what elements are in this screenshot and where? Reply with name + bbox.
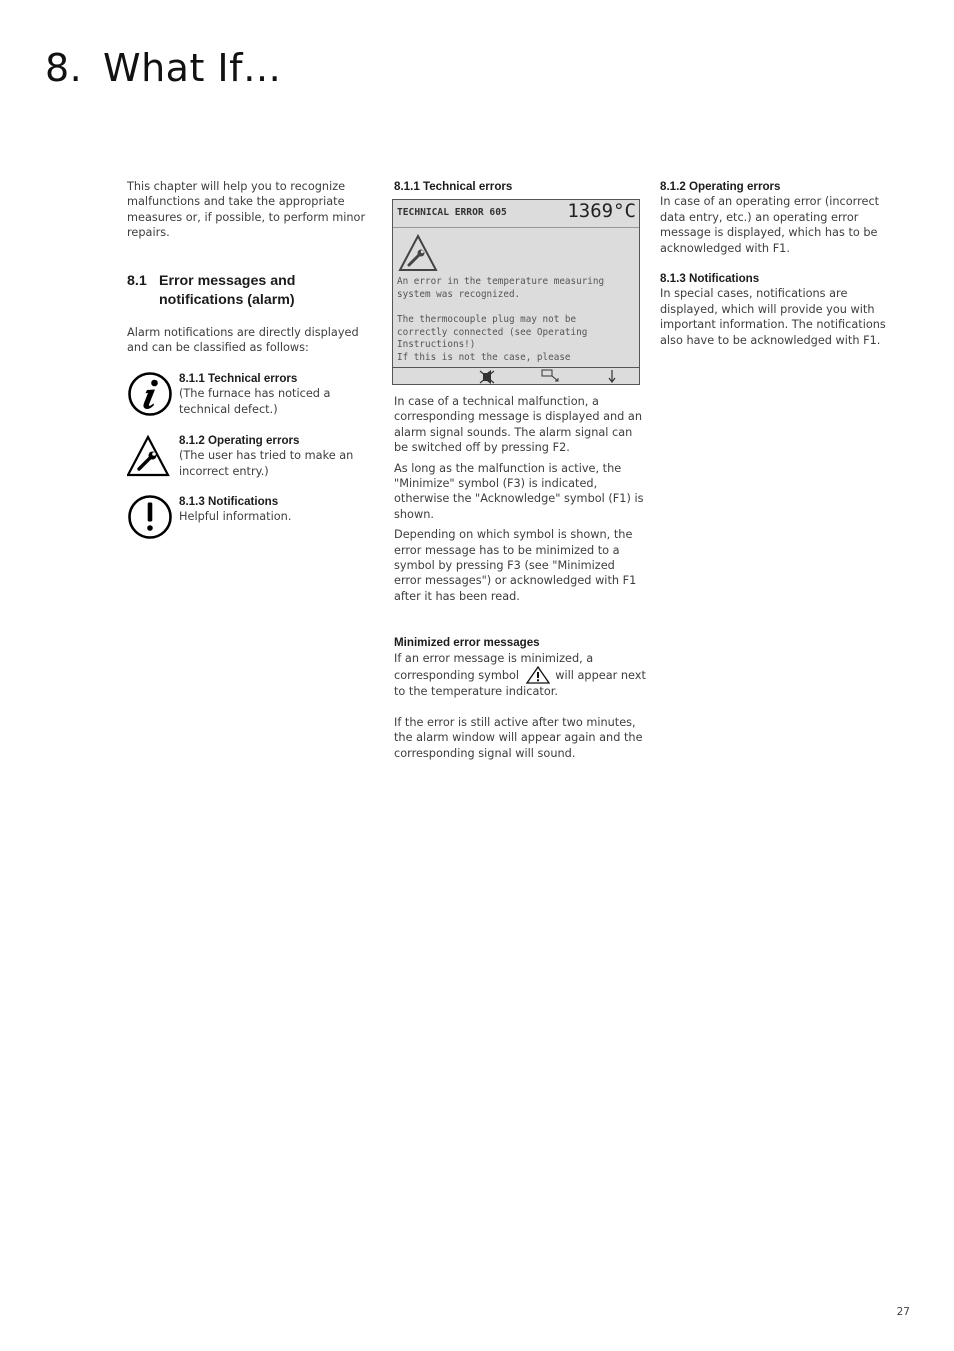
notifications-text: In special cases, notifications are displayed, which will provide you with important information. The notifications also have to be acknowledged with F1. [660,287,886,347]
screen-message-line: An error in the temperature measuring [397,276,605,287]
section-intro: Alarm notifications are directly displayed and can be classified as follows: [127,326,359,355]
category-operating-text [179,433,374,479]
warning-wrench-icon [127,433,173,479]
category-notifications-title: 8.1.3 Notifications [179,495,279,508]
category-notifications-text [179,494,374,525]
section-number: 8.1 [127,273,147,289]
technical-paragraph-2: As long as the malfunction is active, the "Minimize" symbol (F3) is indicated, otherwise the "Acknowledge" symbol (F1) is shown. [394,461,644,521]
exclamation-icon [127,494,173,540]
operating-errors-block [660,179,908,256]
minimized-text [394,651,644,761]
category-technical-title: 8.1.1 Technical errors [179,372,298,385]
category-technical-desc: (The furnace has noticed a technical defect.) [179,387,331,416]
section-heading [127,272,387,310]
screen-message-line: correctly connected (see Operating [397,327,588,338]
section-title-line1: Error messages and [159,273,296,289]
screen-message-line: Instructions!) [397,339,476,350]
screen-message-line: The thermocouple plug may not be [397,314,577,325]
minimize-icon [541,368,561,385]
notifications-block [660,271,908,348]
technical-errors-heading: 8.1.1 Technical errors [394,180,513,193]
operating-errors-text: In case of an operating error (incorrect data entry, etc.) an operating error message is displayed, which has to be acknowledged with F1. [660,195,880,255]
operating-errors-heading: 8.1.2 Operating errors [660,180,781,193]
technical-paragraph-1: In case of a technical malfunction, a corresponding message is displayed and an alarm signal sounds. The alarm signal can be switched off by pressing F2. [394,395,643,455]
category-technical-text [179,371,374,417]
notifications-heading: 8.1.3 Notifications [660,272,760,285]
screen-divider [393,227,639,228]
screen-header [393,200,639,227]
screen-temperature: 1369°C [567,200,636,222]
screen-warning-icon [398,233,440,277]
arrow-down-icon [607,368,617,385]
error-screen-photo [392,199,640,385]
chapter-title-text: What If… [103,46,282,90]
technical-errors-text [394,394,644,604]
category-notifications-desc: Helpful information. [179,510,292,524]
minimized-warning-icon [526,666,550,684]
chapter-title [45,46,282,90]
screen-message-line: If this is not the case, please [397,352,571,363]
page-number: 27 [896,1306,910,1318]
minimized-heading: Minimized error messages [394,636,540,649]
minimized-paragraph-2: If the error is still active after two minutes, the alarm window will appear again and the corresponding signal will sound. [394,715,643,760]
info-icon [127,371,173,417]
minimized-text-line3: to the temperature indicator. [394,685,558,699]
technical-paragraph-3: Depending on which symbol is shown, the error message has to be minimized to a symbol by pressing F3 (see "Minimized error messages") or acknowledged with F1 after it has been read. [394,528,637,603]
screen-error-label: TECHNICAL ERROR 605 [397,207,507,218]
chapter-number: 8. [45,46,83,90]
alarm-mute-icon [479,369,495,385]
screen-function-bar [393,367,639,384]
chapter-intro: This chapter will help you to recognize malfunctions and take the appropriate measures or, if possible, to perform minor repairs. [127,180,366,240]
section-title-line2: notifications (alarm) [159,292,295,308]
category-operating-desc: (The user has tried to make an incorrect entry.) [179,449,354,478]
screen-message-line: system was recognized. [397,289,521,300]
category-operating-title: 8.1.2 Operating errors [179,434,300,447]
minimized-text-line1: If an error message is minimized, a [394,652,594,665]
minimized-text-line2: corresponding symbol will appear next [394,666,644,684]
